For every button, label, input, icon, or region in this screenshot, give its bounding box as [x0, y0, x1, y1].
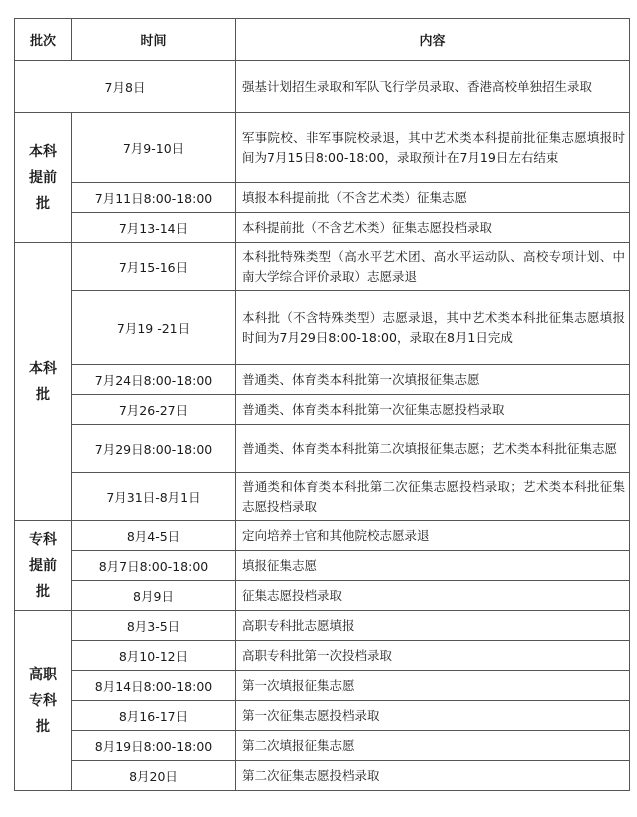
time-cell: 7月24日8:00-18:00	[72, 365, 236, 395]
header-time: 时间	[72, 19, 236, 61]
time-cell: 8月4-5日	[72, 521, 236, 551]
table-row	[15, 291, 630, 365]
table-row	[15, 761, 630, 791]
batch-cell: 本科 提前 批	[15, 113, 72, 243]
time-cell: 7月31日-8月1日	[72, 473, 236, 521]
time-cell: 8月16-17日	[72, 701, 236, 731]
top-row-time: 7月8日	[15, 61, 236, 113]
time-cell: 8月10-12日	[72, 641, 236, 671]
content-cell: 高职专科批志愿填报	[236, 611, 630, 641]
table-row	[15, 213, 630, 243]
time-cell: 7月26-27日	[72, 395, 236, 425]
header-batch: 批次	[15, 19, 72, 61]
time-cell: 8月9日	[72, 581, 236, 611]
schedule-body	[15, 61, 630, 791]
table-row	[15, 473, 630, 521]
content-cell: 军事院校、非军事院校录退，其中艺术类本科提前批征集志愿填报时间为7月15日8:00-18:00，录取预计在7月19日左右结束	[236, 113, 630, 183]
batch-cell: 本科 批	[15, 243, 72, 521]
content-cell: 填报本科提前批（不含艺术类）征集志愿	[236, 183, 630, 213]
table-row	[15, 641, 630, 671]
top-row-content: 强基计划招生录取和军队飞行学员录取、香港高校单独招生录取	[236, 61, 630, 113]
time-cell: 7月15-16日	[72, 243, 236, 291]
content-cell: 第二次填报征集志愿	[236, 731, 630, 761]
batch-cell: 专科 提前 批	[15, 521, 72, 611]
table-row	[15, 581, 630, 611]
table-row	[15, 731, 630, 761]
time-cell: 8月14日8:00-18:00	[72, 671, 236, 701]
content-cell: 第一次填报征集志愿	[236, 671, 630, 701]
content-cell: 第一次征集志愿投档录取	[236, 701, 630, 731]
content-cell: 征集志愿投档录取	[236, 581, 630, 611]
time-cell: 8月20日	[72, 761, 236, 791]
time-cell: 7月9-10日	[72, 113, 236, 183]
table-row	[15, 521, 630, 551]
header-row	[15, 19, 630, 61]
table-row	[15, 113, 630, 183]
content-cell: 第二次征集志愿投档录取	[236, 761, 630, 791]
table-row	[15, 701, 630, 731]
table-row	[15, 395, 630, 425]
batch-cell: 高职 专科 批	[15, 611, 72, 791]
time-cell: 8月7日8:00-18:00	[72, 551, 236, 581]
content-cell: 本科提前批（不含艺术类）征集志愿投档录取	[236, 213, 630, 243]
table-row	[15, 425, 630, 473]
content-cell: 普通类、体育类本科批第一次填报征集志愿	[236, 365, 630, 395]
table-row	[15, 671, 630, 701]
table-row	[15, 61, 630, 113]
content-cell: 填报征集志愿	[236, 551, 630, 581]
content-cell: 普通类和体育类本科批第二次征集志愿投档录取；艺术类本科批征集志愿投档录取	[236, 473, 630, 521]
content-cell: 高职专科批第一次投档录取	[236, 641, 630, 671]
header-content: 内容	[236, 19, 630, 61]
content-cell: 本科批（不含特殊类型）志愿录退，其中艺术类本科批征集志愿填报时间为7月29日8:00-18:00，录取在8月1日完成	[236, 291, 630, 365]
time-cell: 8月3-5日	[72, 611, 236, 641]
time-cell: 8月19日8:00-18:00	[72, 731, 236, 761]
table-row	[15, 365, 630, 395]
time-cell: 7月13-14日	[72, 213, 236, 243]
time-cell: 7月11日8:00-18:00	[72, 183, 236, 213]
time-cell: 7月29日8:00-18:00	[72, 425, 236, 473]
content-cell: 普通类、体育类本科批第一次征集志愿投档录取	[236, 395, 630, 425]
table-row	[15, 183, 630, 213]
admission-schedule-table	[14, 18, 630, 791]
table-row	[15, 611, 630, 641]
table-row	[15, 243, 630, 291]
table-row	[15, 551, 630, 581]
time-cell: 7月19 -21日	[72, 291, 236, 365]
content-cell: 普通类、体育类本科批第二次填报征集志愿；艺术类本科批征集志愿	[236, 425, 630, 473]
content-cell: 定向培养士官和其他院校志愿录退	[236, 521, 630, 551]
content-cell: 本科批特殊类型（高水平艺术团、高水平运动队、高校专项计划、中南大学综合评价录取）志愿录退	[236, 243, 630, 291]
